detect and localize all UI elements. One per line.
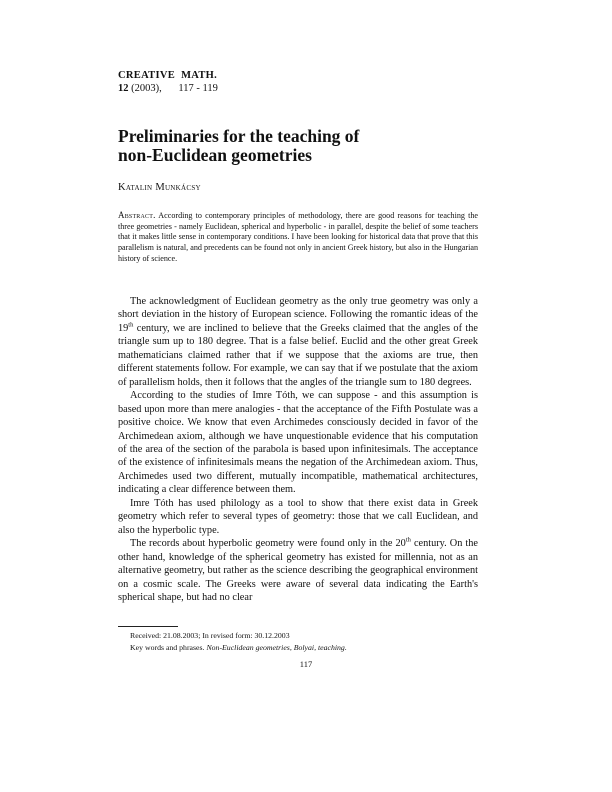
journal-year: (2003), <box>131 83 162 94</box>
journal-header <box>118 69 218 95</box>
footnotes <box>130 630 480 653</box>
footnote-rule <box>118 626 178 627</box>
abstract-text: According to contemporary principles of methodology, there are good reasons for teaching the three geometries - namely Euclidean, spherical and hyperbolic - in parallel, despite the belief of some teachers that it makes little sense in contemporary conditions. I have been looking for historical data that prove that this parallelism is natural, and precedents can be found not only in ancient Greek history, but also in the Hungarian history of science. <box>118 211 478 263</box>
paper-title-line2: non-Euclidean geometries <box>118 145 312 165</box>
body-text <box>118 295 478 604</box>
page-number: 117 <box>299 659 313 669</box>
paragraph-4 <box>118 537 478 604</box>
paragraph-4-part-a: The records about hyperbolic geometry were found only in the 20 <box>130 538 406 550</box>
paragraph-4-part-b: century. On the other hand, knowledge of the spherical geometry has existed for millennia, not as an alternative geometry, but rather as the science describing the geographical environment on a cosmic scale. The Greeks were aware of several data indicating the Earth's spherical shape, but had no clear <box>118 538 478 603</box>
abstract <box>118 210 478 265</box>
paper-title <box>118 127 498 165</box>
paper-title-line1: Preliminaries for the teaching of <box>118 126 360 146</box>
paragraph-1-part-b: century, we are inclined to believe that the Greeks claimed that the angles of the triangle sum up to 180 degree. That is a false belief. Euclid and the other great Greek mathematicians claimed rather that if we suppose that the axioms are true, then different statements follow. For example, we can say that if we postulate that the axiom of parallelism holds, then it follows that the angles of the triangle sum to 180 degrees. <box>118 322 478 388</box>
abstract-label: Abstract. <box>118 210 156 220</box>
journal-name-part2: MATH. <box>181 70 218 81</box>
journal-volume-line <box>118 82 218 95</box>
keywords-label: Key words and phrases. <box>130 642 205 652</box>
author-name: Katalin Munkácsy <box>118 182 201 193</box>
paragraph-1-part-a: The acknowledgment of Euclidean geometry as the only true geometry was only a short deviation in the history of European science. Following the romantic ideas of the 19 <box>118 296 478 334</box>
superscript-th: th <box>128 321 134 329</box>
paragraph-2: According to the studies of Imre Tóth, we can suppose - and this assumption is based upon more than mere analogies - that the acceptance of the Fifth Postulate was a positive choice. We know that even Archimedes consciously decided in favor of the Archimedean axiom, although we have unquestionable evidence that his computation of the area of the section of the parabola is based upon infinitesimals. The acceptance of the existence of infinitesimals means the negation of the Archimedean axiom. Thus, Archimedes used two different, mutually incompatible, mathematical architectures, indicating a clear difference between them. <box>118 390 478 496</box>
journal-volume: 12 <box>118 83 129 94</box>
paragraph-1 <box>118 295 478 389</box>
journal-name-part1: CREATIVE <box>118 70 176 81</box>
keywords: Non-Euclidean geometries, Bolyai, teaching. <box>206 642 347 652</box>
superscript-th: th <box>405 536 411 544</box>
paragraph-3: Imre Tóth has used philology as a tool to show that there exist data in Greek geometry which refer to several types of geometry: those that we call Euclidean, and also the hyperbolic type. <box>118 497 478 536</box>
keywords-line <box>130 642 480 654</box>
journal-pages: 117 - 119 <box>178 83 218 94</box>
received-dates: Received: 21.08.2003; In revised form: 30.12.2003 <box>130 631 290 640</box>
journal-name <box>118 69 218 82</box>
